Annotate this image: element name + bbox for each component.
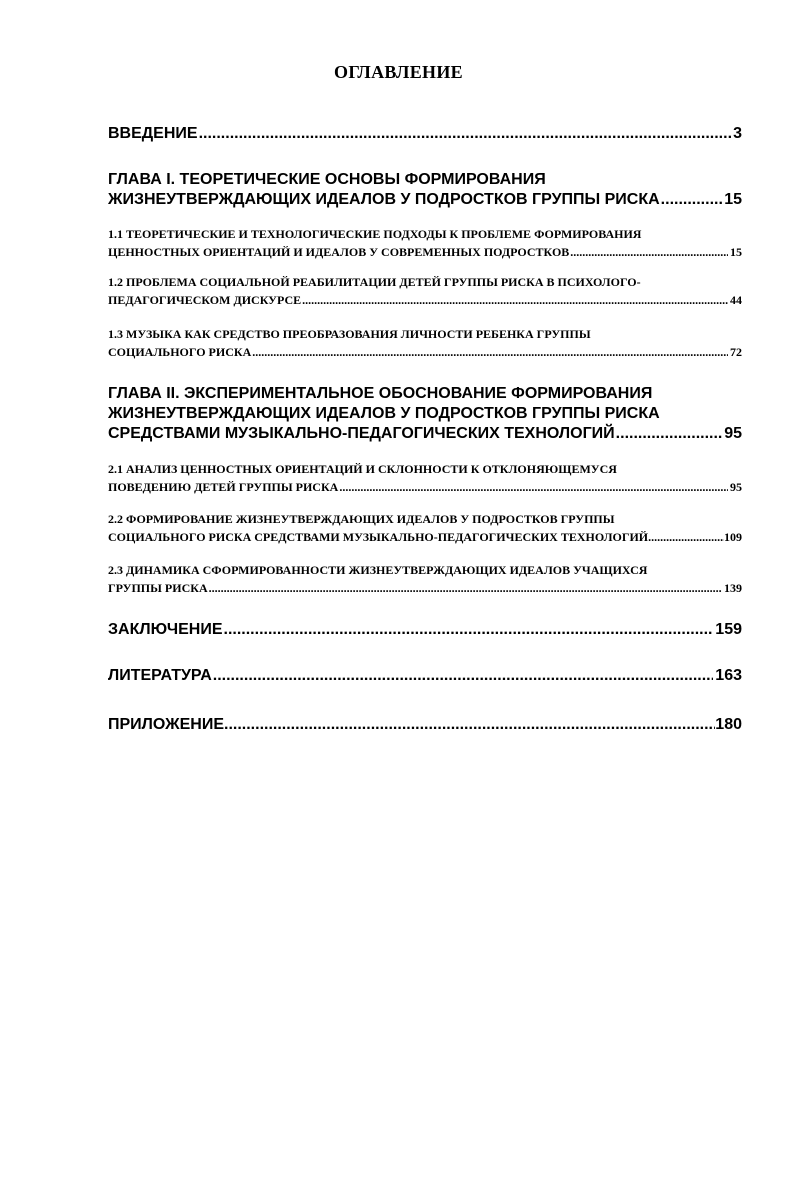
toc-entry-title-line: ГЛАВА I. ТЕОРЕТИЧЕСКИЕ ОСНОВЫ ФОРМИРОВАНИЯ xyxy=(108,171,546,188)
page-title: ОГЛАВЛЕНИЕ xyxy=(334,62,463,82)
toc-entry-title: ПРИЛОЖЕНИЕ xyxy=(108,716,224,733)
toc-entry-title-line: ПЕДАГОГИЧЕСКОМ ДИСКУРСЕ xyxy=(108,293,302,307)
toc-entry-section-1-2[interactable] xyxy=(108,273,742,309)
toc-entry-title-line: СОЦИАЛЬНОГО РИСКА СРЕДСТВАМИ МУЗЫКАЛЬНО-ПЕДАГОГИЧЕСКИХ ТЕХНОЛОГИЙ xyxy=(108,530,649,544)
toc-entry-title-line: ЦЕННОСТНЫХ ОРИЕНТАЦИЙ И ИДЕАЛОВ У СОВРЕМЕННЫХ ПОДРОСТКОВ xyxy=(108,245,570,259)
toc-entry-section-2-2[interactable] xyxy=(108,510,742,546)
toc-entry-title-line: ГРУППЫ РИСКА xyxy=(108,581,208,595)
toc-page-number: 180 xyxy=(715,716,742,733)
dot-leader xyxy=(302,291,728,309)
toc-entry-title: ЛИТЕРАТУРА xyxy=(108,667,212,684)
toc-entry-literature[interactable] xyxy=(108,666,742,686)
toc-entry-title-line: ГЛАВА II. ЭКСПЕРИМЕНТАЛЬНОЕ ОБОСНОВАНИЕ ФОРМИРОВАНИЯ xyxy=(108,385,653,402)
toc-page-number: 15 xyxy=(724,191,742,208)
dot-leader xyxy=(209,579,722,597)
toc-entry-introduction[interactable] xyxy=(108,124,742,144)
toc-entry-chapter-2[interactable] xyxy=(108,384,742,444)
toc-entry-section-1-1[interactable] xyxy=(108,225,742,261)
dot-leader xyxy=(339,478,728,496)
dot-leader xyxy=(648,528,724,546)
toc-entry-title-line: 2.2 ФОРМИРОВАНИЕ ЖИЗНЕУТВЕРЖДАЮЩИХ ИДЕАЛОВ У ПОДРОСТКОВ ГРУППЫ xyxy=(108,512,615,526)
toc-entry-title-line: ЖИЗНЕУТВЕРЖДАЮЩИХ ИДЕАЛОВ У ПОДРОСТКОВ ГРУППЫ РИСКА xyxy=(108,191,660,208)
toc-entry-title-line: 2.3 ДИНАМИКА СФОРМИРОВАННОСТИ ЖИЗНЕУТВЕРЖДАЮЩИХ ИДЕАЛОВ УЧАЩИХСЯ xyxy=(108,563,648,577)
toc-page-number: 139 xyxy=(724,581,742,595)
toc-entry-title-line: ЖИЗНЕУТВЕРЖДАЮЩИХ ИДЕАЛОВ У ПОДРОСТКОВ ГРУППЫ РИСКА xyxy=(108,405,660,422)
toc-page-number: 72 xyxy=(730,345,742,359)
toc-entry-title-line: 1.1 ТЕОРЕТИЧЕСКИЕ И ТЕХНОЛОГИЧЕСКИЕ ПОДХОДЫ К ПРОБЛЕМЕ ФОРМИРОВАНИЯ xyxy=(108,227,642,241)
toc-page-number: 95 xyxy=(730,480,742,494)
toc-entry-title-line: 2.1 АНАЛИЗ ЦЕННОСТНЫХ ОРИЕНТАЦИЙ И СКЛОННОСТИ К ОТКЛОНЯЮЩЕМУСЯ xyxy=(108,462,617,476)
dot-leader xyxy=(570,243,728,261)
toc-page-number: 44 xyxy=(730,293,742,307)
toc-page-number: 95 xyxy=(724,425,742,442)
toc-entry-section-1-3[interactable] xyxy=(108,325,742,361)
toc-entry-title: ВВЕДЕНИЕ xyxy=(108,125,198,142)
toc-entry-title-line: СОЦИАЛЬНОГО РИСКА xyxy=(108,345,252,359)
toc-entry-section-2-3[interactable] xyxy=(108,561,742,597)
toc-page-number: 109 xyxy=(724,530,742,544)
toc-entry-title-line: СРЕДСТВАМИ МУЗЫКАЛЬНО-ПЕДАГОГИЧЕСКИХ ТЕХНОЛОГИЙ xyxy=(108,425,615,442)
dot-leader xyxy=(616,424,723,444)
dot-leader xyxy=(213,666,714,686)
toc-entry-title: ЗАКЛЮЧЕНИЕ xyxy=(108,621,223,638)
toc-page-number: 15 xyxy=(730,245,742,259)
dot-leader xyxy=(224,620,714,640)
toc-entry-appendix[interactable] xyxy=(108,715,742,735)
toc-entry-conclusion[interactable] xyxy=(108,620,742,640)
toc-entry-section-2-1[interactable] xyxy=(108,460,742,496)
dot-leader xyxy=(199,124,732,144)
toc-page-number: 3 xyxy=(733,125,742,142)
toc-entry-chapter-1[interactable] xyxy=(108,170,742,210)
dot-leader xyxy=(252,343,728,361)
dot-leader xyxy=(661,190,723,210)
toc-entry-title-line: 1.2 ПРОБЛЕМА СОЦИАЛЬНОЙ РЕАБИЛИТАЦИИ ДЕТЕЙ ГРУППЫ РИСКА В ПСИХОЛОГО- xyxy=(108,275,641,289)
dot-leader xyxy=(224,715,715,735)
toc-page-number: 159 xyxy=(715,621,742,638)
toc-entry-title-line: ПОВЕДЕНИЮ ДЕТЕЙ ГРУППЫ РИСКА xyxy=(108,480,339,494)
toc-entry-title-line: 1.3 МУЗЫКА КАК СРЕДСТВО ПРЕОБРАЗОВАНИЯ ЛИЧНОСТИ РЕБЕНКА ГРУППЫ xyxy=(108,327,591,341)
toc-page-number: 163 xyxy=(715,667,742,684)
